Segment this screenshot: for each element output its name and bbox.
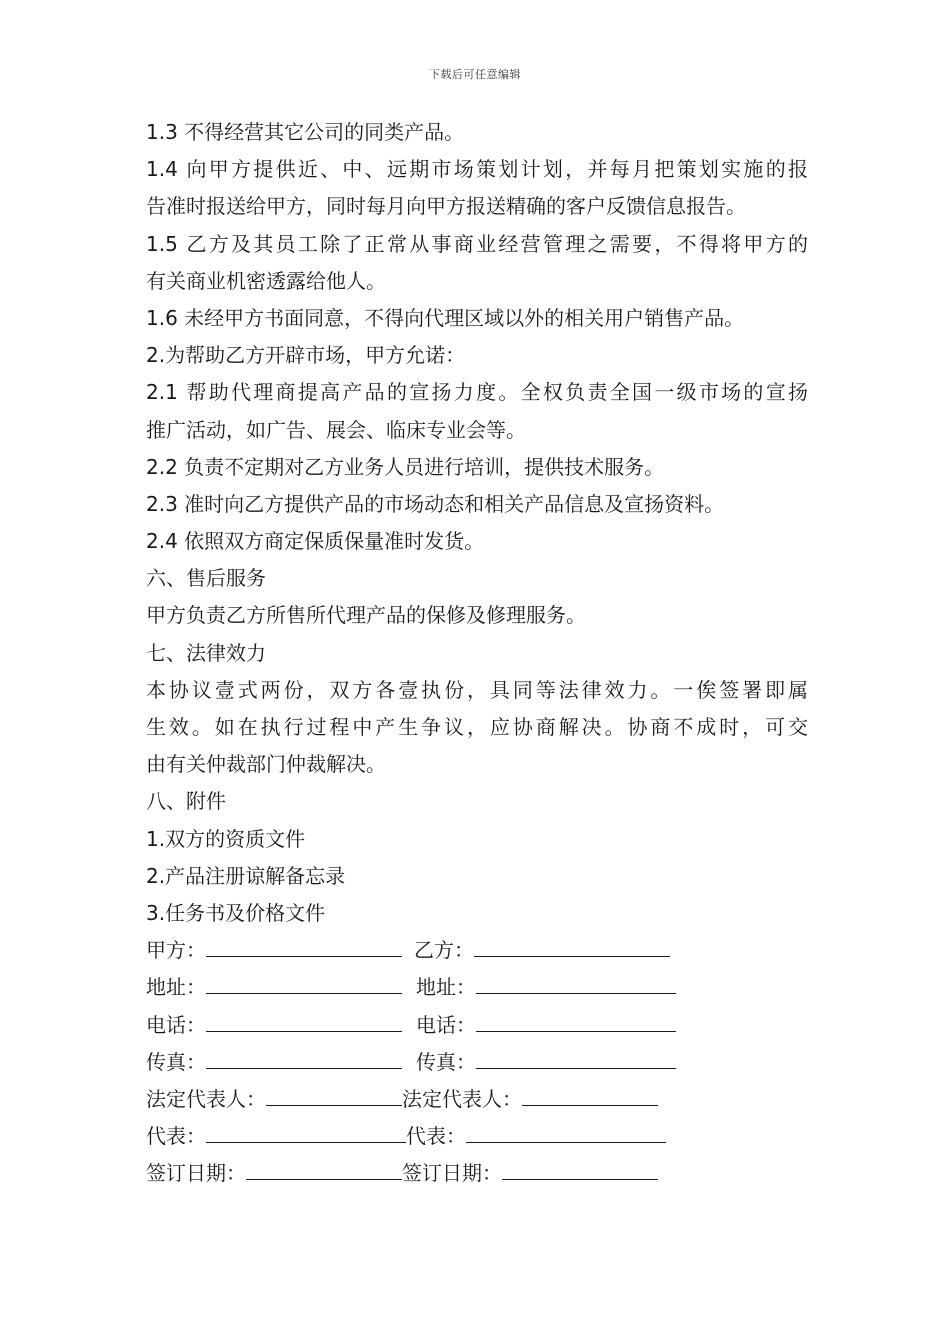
clause-2-4: 2.4 依照双方商定保质保量准时发货。: [146, 529, 485, 554]
after-sales-text: 甲方负责乙方所售所代理产品的保修及修理服务。: [146, 603, 586, 628]
sign-date-a-label: 签订日期：: [146, 1161, 246, 1186]
signature-row-sign-date: [146, 1155, 808, 1192]
phone-b-label: 电话：: [416, 1012, 476, 1037]
party-b-label: 乙方：: [414, 938, 474, 963]
clause-1-5-line-2: 有关商业机密透露给他人。: [146, 268, 386, 293]
address-a-label: 地址：: [146, 975, 206, 1000]
page-header-note: 下载后可任意编辑: [429, 68, 521, 81]
legal-rep-b-blank[interactable]: [522, 1081, 658, 1106]
legal-effect-line-2: 生效。如在执行过程中产生争议，应协商解决。协商不成时，可交: [146, 715, 808, 739]
clause-1-3: 1.3 不得经营其它公司的同类产品。: [146, 120, 465, 144]
signature-row-party: [146, 932, 808, 969]
clause-1-6: 1.6 未经甲方书面同意，不得向代理区域以外的相关用户销售产品。: [146, 305, 745, 330]
address-b-blank[interactable]: [476, 969, 676, 994]
legal-rep-a-blank[interactable]: [266, 1081, 402, 1106]
party-a-blank[interactable]: [206, 932, 402, 957]
rep-b-label: 代表：: [406, 1124, 466, 1149]
party-b-blank[interactable]: [474, 932, 670, 957]
address-a-blank[interactable]: [206, 969, 402, 994]
address-b-label: 地址：: [416, 975, 476, 1000]
rep-a-blank[interactable]: [206, 1118, 406, 1143]
phone-a-label: 电话：: [146, 1012, 206, 1037]
rep-b-blank[interactable]: [466, 1118, 666, 1143]
clause-2-intro: 2.为帮助乙方开辟市场，甲方允诺：: [146, 343, 466, 368]
party-a-label: 甲方：: [146, 938, 206, 963]
clause-2-1-line-2: 推广活动，如广告、展会、临床专业会等。: [146, 417, 526, 442]
clause-2-2: 2.2 负责不定期对乙方业务人员进行培训，提供技术服务。: [146, 454, 665, 479]
fax-a-label: 传真：: [146, 1049, 206, 1074]
legal-effect-line-1: 本协议壹式两份，双方各壹执份，具同等法律效力。一俟签署即属: [146, 677, 808, 702]
section-heading-after-sales: 六、售后服务: [146, 566, 266, 591]
sign-date-b-blank[interactable]: [502, 1155, 658, 1180]
legal-rep-b-label: 法定代表人：: [402, 1086, 522, 1111]
legal-effect-line-3: 由有关仲裁部门仲裁解决。: [146, 752, 386, 777]
phone-b-blank[interactable]: [476, 1007, 676, 1032]
signature-row-phone: [146, 1007, 808, 1044]
document-body: [146, 114, 808, 1192]
attachment-1: 1.双方的资质文件: [146, 826, 306, 851]
fax-b-label: 传真：: [416, 1049, 476, 1074]
section-heading-attachments: 八、附件: [146, 789, 226, 814]
rep-a-label: 代表：: [146, 1124, 206, 1149]
fax-b-blank[interactable]: [476, 1044, 676, 1069]
clause-2-3: 2.3 准时向乙方提供产品的市场动态和相关产品信息及宣扬资料。: [146, 491, 725, 516]
sign-date-b-label: 签订日期：: [402, 1161, 502, 1186]
section-heading-legal-effect: 七、法律效力: [146, 640, 266, 665]
fax-a-blank[interactable]: [206, 1044, 402, 1069]
signature-row-legal-rep: [146, 1081, 808, 1118]
attachment-3: 3.任务书及价格文件: [146, 900, 326, 925]
clause-2-1-line-1: 2.1 帮助代理商提高产品的宣扬力度。全权负责全国一级市场的宣扬: [146, 380, 808, 405]
signature-row-address: [146, 969, 808, 1006]
sign-date-a-blank[interactable]: [246, 1155, 402, 1180]
attachment-2: 2.产品注册谅解备忘录: [146, 863, 346, 888]
clause-1-4-line-1: 1.4 向甲方提供近、中、远期市场策划计划，并每月把策划实施的报: [146, 157, 808, 182]
signature-row-representative: [146, 1118, 808, 1155]
signature-row-fax: [146, 1044, 808, 1081]
clause-1-4-line-2: 告准时报送给甲方，同时每月向甲方报送精确的客户反馈信息报告。: [146, 194, 746, 219]
phone-a-blank[interactable]: [206, 1007, 402, 1032]
legal-rep-a-label: 法定代表人：: [146, 1086, 266, 1111]
clause-1-5-line-1: 1.5 乙方及其员工除了正常从事商业经营管理之需要，不得将甲方的: [146, 231, 808, 256]
